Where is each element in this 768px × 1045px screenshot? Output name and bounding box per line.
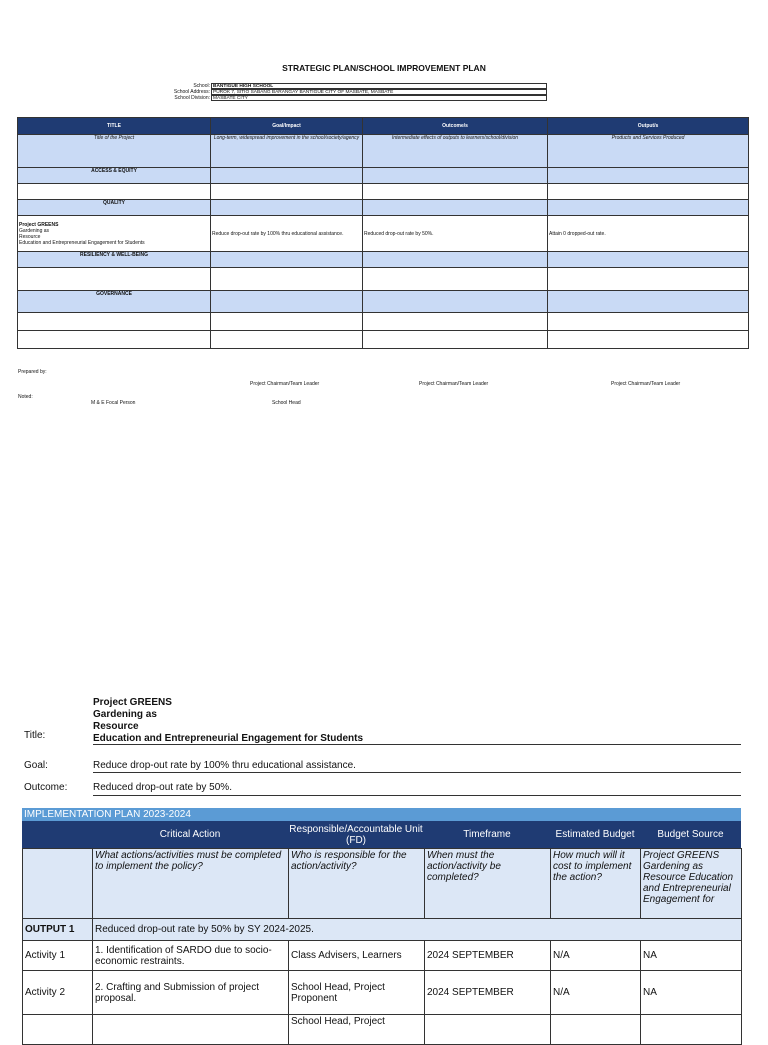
header-outcome: Outcome/s: [363, 118, 548, 135]
signatory-me-focal: M & E Focal Person: [91, 400, 136, 406]
section-quality: QUALITY: [18, 200, 211, 216]
col-responsible: Responsible/Accountable Unit (FD): [289, 823, 423, 846]
header-output: Output/s: [548, 118, 749, 135]
activity-label: Activity 2: [23, 971, 93, 1015]
prepared-by-label: Prepared by:: [18, 369, 47, 375]
title-label: Title:: [24, 730, 46, 741]
implementation-plan-title: IMPLEMENTATION PLAN 2023-2024: [22, 808, 741, 821]
signatory-school-head: School Head: [272, 400, 301, 406]
col-critical-action: Critical Action: [159, 829, 221, 840]
question-action: What actions/activities must be completed to implement the policy?: [93, 849, 289, 919]
activity-source[interactable]: NA: [641, 941, 742, 971]
outcome-value[interactable]: Reduced drop-out rate by 50%.: [93, 782, 232, 793]
project-line: Education and Entrepreneurial Engagement for Students: [19, 239, 145, 246]
project-title-line: Education and Entrepreneurial Engagement for Students: [93, 733, 364, 744]
activity-label: Activity 1: [23, 941, 93, 971]
implementation-table: [22, 848, 742, 1045]
activity-responsible[interactable]: Class Advisers, Learners: [289, 941, 425, 971]
project-line: Resource: [19, 233, 41, 240]
section-access-equity: ACCESS & EQUITY: [18, 168, 211, 184]
activity-responsible[interactable]: School Head, Project: [289, 1015, 425, 1045]
activity-timeframe[interactable]: [425, 1015, 551, 1045]
desc-output: Products and Services Produced: [548, 135, 749, 168]
activity-label: [23, 1015, 93, 1045]
goal-label: Goal:: [24, 760, 48, 771]
output-text: Reduced drop-out rate by 50% by SY 2024-2025.: [93, 919, 742, 941]
signatory-leader-3: Project Chairman/Team Leader: [611, 381, 681, 387]
school-field[interactable]: BANTIGUE HIGH SCHOOL: [211, 83, 547, 89]
goal-value[interactable]: Reduce drop-out rate by 100% thru educational assistance.: [93, 760, 356, 771]
implementation-header: [22, 821, 741, 848]
project-line: Gardening as: [19, 227, 50, 234]
goal-underline: [93, 772, 741, 773]
school-division-field[interactable]: MASBATE CITY: [211, 95, 547, 101]
question-budget: How much will it cost to implement the action?: [551, 849, 641, 919]
activity-budget[interactable]: N/A: [551, 971, 641, 1015]
section-resiliency: RESILIENCY & WELL-BEING: [18, 252, 211, 268]
activity-source[interactable]: [641, 1015, 742, 1045]
title-underline: [93, 744, 741, 745]
project-output-cell[interactable]: Attain 0 dropped-out rate.: [548, 216, 749, 252]
output-label: OUTPUT 1: [23, 919, 93, 941]
activity-timeframe[interactable]: 2024 SEPTEMBER: [425, 971, 551, 1015]
project-title-block: [93, 697, 363, 745]
activity-timeframe[interactable]: 2024 SEPTEMBER: [425, 941, 551, 971]
project-name: Project GREENS: [19, 221, 59, 228]
project-outcome-cell[interactable]: Reduced drop-out rate by 50%.: [363, 216, 548, 252]
project-goal-cell[interactable]: Reduce drop-out rate by 100% thru educational assistance.: [211, 216, 363, 252]
question-timeframe: When must the action/activity be completed?: [425, 849, 551, 919]
col-budget-source: Budget Source: [657, 829, 724, 840]
desc-goal: Long-term, widespread improvement in the school/society/agency: [211, 135, 363, 168]
activity-source[interactable]: NA: [641, 971, 742, 1015]
activity-action[interactable]: [93, 1015, 289, 1045]
activity-budget[interactable]: N/A: [551, 941, 641, 971]
strategic-plan-table: [17, 117, 749, 349]
project-title-line: Resource: [93, 721, 139, 732]
activity-budget[interactable]: [551, 1015, 641, 1045]
school-address-field[interactable]: PUROK 7, SITIO SABANG BARANGAY BANTIGUE CITY OF MASBATE, MASBATE: [211, 89, 547, 95]
header-goal: Goal/Impact: [211, 118, 363, 135]
section-governance: GOVERNANCE: [18, 291, 211, 313]
desc-title: Title of the Project: [18, 135, 211, 168]
outcome-underline: [93, 795, 741, 796]
activity-responsible[interactable]: School Head, Project Proponent: [289, 971, 425, 1015]
noted-label: Noted:: [18, 394, 33, 400]
header-title: TITLE: [18, 118, 211, 135]
outcome-label: Outcome:: [24, 782, 68, 793]
project-title-cell[interactable]: [18, 216, 211, 252]
activity-action[interactable]: 1. Identification of SARDO due to socio-economic restraints.: [93, 941, 289, 971]
activity-action[interactable]: 2. Crafting and Submission of project proposal.: [93, 971, 289, 1015]
signatory-leader-2: Project Chairman/Team Leader: [419, 381, 489, 387]
signatory-leader-1: Project Chairman/Team Leader: [250, 381, 320, 387]
school-label: School:: [193, 83, 210, 89]
project-title-line: Gardening as: [93, 709, 157, 720]
question-source: Project GREENS Gardening as Resource Education and Entrepreneurial Engagement for: [641, 849, 742, 919]
col-timeframe: Timeframe: [463, 829, 511, 840]
question-responsible: Who is responsible for the action/activity?: [289, 849, 425, 919]
school-address-label: School Address:: [173, 89, 210, 95]
project-title-line: Project GREENS: [93, 697, 172, 708]
school-division-label: School Division:: [174, 95, 210, 101]
col-estimated-budget: Estimated Budget: [555, 829, 635, 840]
desc-outcome: Intermediate effects of outputs to learners/school/division: [363, 135, 548, 168]
page-title: STRATEGIC PLAN/SCHOOL IMPROVEMENT PLAN: [282, 63, 486, 73]
